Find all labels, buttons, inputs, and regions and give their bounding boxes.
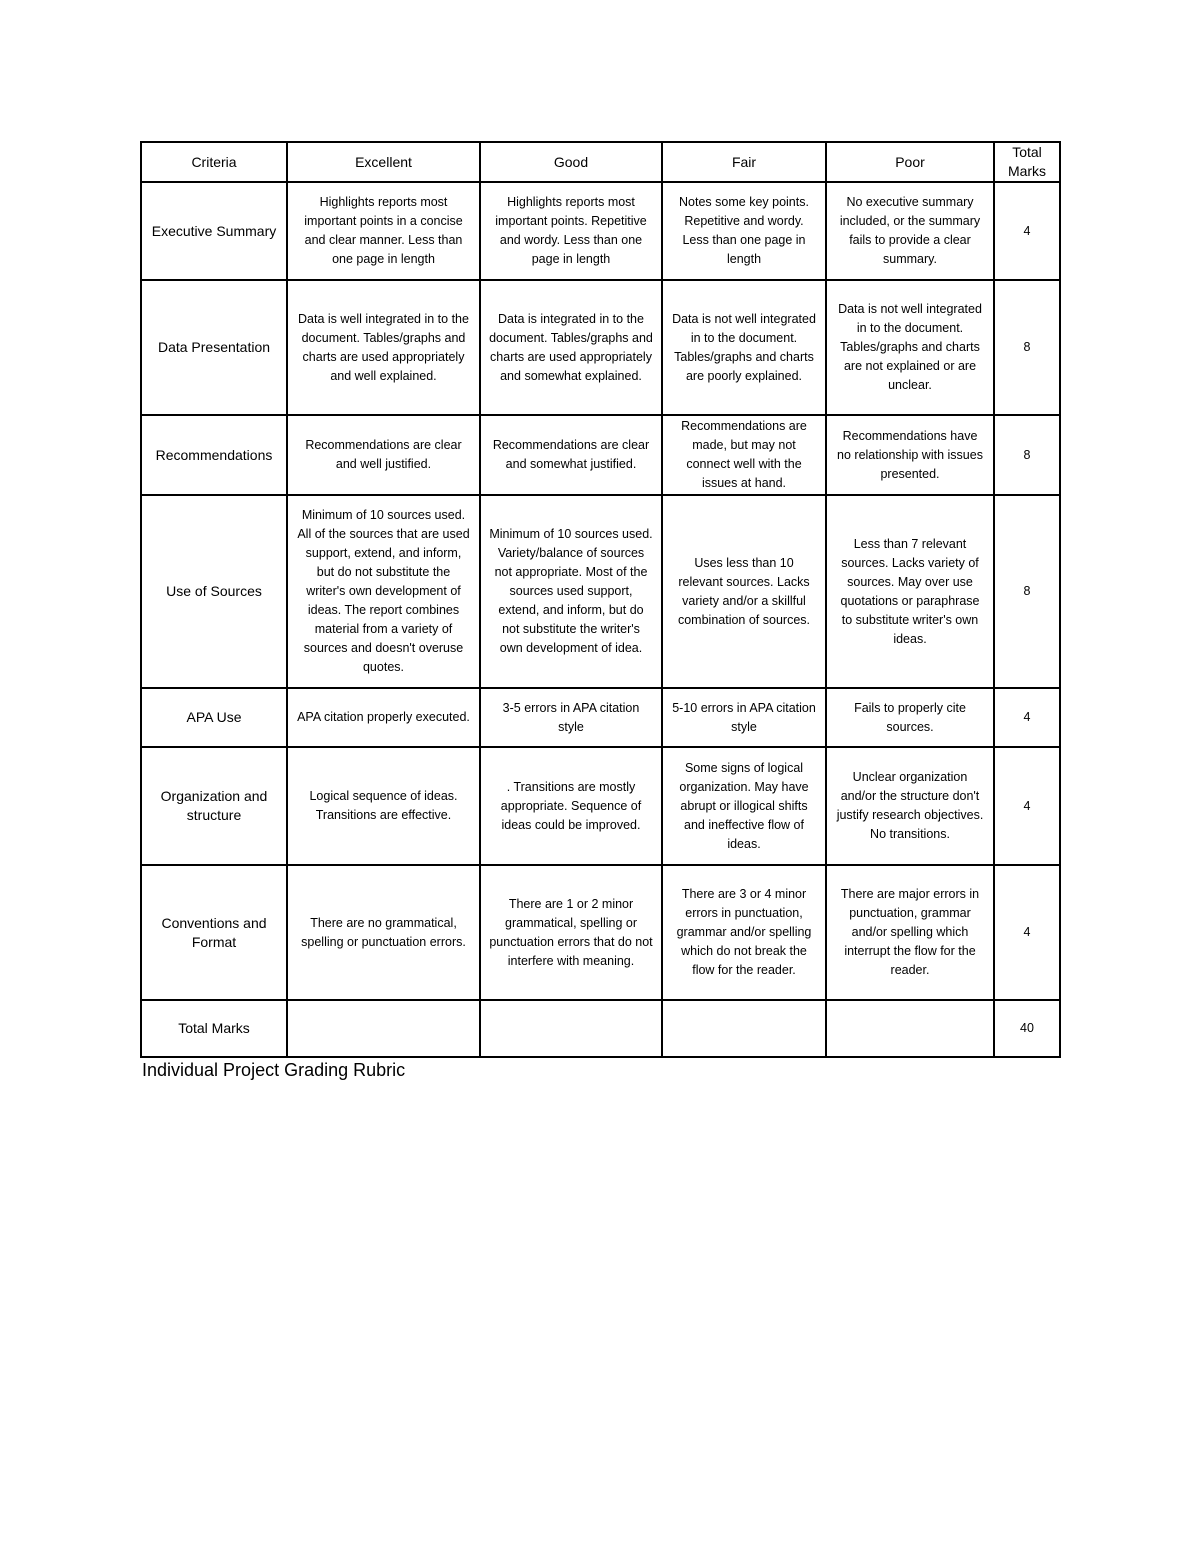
good-cell: Data is integrated in to the document. Tables/graphs and charts are used appropriately and somewhat explained. [480, 280, 662, 415]
good-cell: Minimum of 10 sources used. Variety/balance of sources not appropriate. Most of the sources used support, extend, and inform, but do not substitute the writer's own development of idea. [480, 495, 662, 688]
good-cell: . Transitions are mostly appropriate. Sequence of ideas could be improved. [480, 747, 662, 865]
excellent-cell: Highlights reports most important points in a concise and clear manner. Less than one page in length [287, 182, 480, 280]
criteria-cell: Use of Sources [141, 495, 287, 688]
good-cell [480, 1000, 662, 1057]
table-row [141, 280, 1060, 415]
criteria-cell: APA Use [141, 688, 287, 747]
marks-cell: 8 [994, 495, 1060, 688]
good-cell: Recommendations are clear and somewhat justified. [480, 415, 662, 495]
fair-cell: There are 3 or 4 minor errors in punctuation, grammar and/or spelling which do not break the flow for the reader. [662, 865, 826, 1000]
marks-cell: 4 [994, 688, 1060, 747]
fair-cell: Notes some key points. Repetitive and wordy. Less than one page in length [662, 182, 826, 280]
fair-cell: Data is not well integrated in to the document. Tables/graphs and charts are poorly explained. [662, 280, 826, 415]
criteria-cell: Recommendations [141, 415, 287, 495]
fair-cell: Some signs of logical organization. May have abrupt or illogical shifts and ineffective flow of ideas. [662, 747, 826, 865]
marks-cell: 4 [994, 182, 1060, 280]
fair-cell: 5-10 errors in APA citation style [662, 688, 826, 747]
total-marks-value: 40 [994, 1000, 1060, 1057]
table-row [141, 182, 1060, 280]
criteria-cell: Total Marks [141, 1000, 287, 1057]
header-excellent: Excellent [287, 142, 480, 182]
rubric-table [140, 141, 1061, 1058]
table-row [141, 688, 1060, 747]
excellent-cell: Recommendations are clear and well justified. [287, 415, 480, 495]
table-row [141, 495, 1060, 688]
total-row [141, 1000, 1060, 1057]
header-fair: Fair [662, 142, 826, 182]
marks-cell: 8 [994, 280, 1060, 415]
good-cell: There are 1 or 2 minor grammatical, spelling or punctuation errors that do not interfere with meaning. [480, 865, 662, 1000]
excellent-cell [287, 1000, 480, 1057]
criteria-cell: Executive Summary [141, 182, 287, 280]
poor-cell: Recommendations have no relationship with issues presented. [826, 415, 994, 495]
poor-cell: No executive summary included, or the summary fails to provide a clear summary. [826, 182, 994, 280]
header-poor: Poor [826, 142, 994, 182]
poor-cell [826, 1000, 994, 1057]
table-row [141, 747, 1060, 865]
poor-cell: Fails to properly cite sources. [826, 688, 994, 747]
marks-cell: 4 [994, 865, 1060, 1000]
header-total-marks: Total Marks [994, 142, 1060, 182]
marks-cell: 4 [994, 747, 1060, 865]
table-row [141, 415, 1060, 495]
table-row [141, 865, 1060, 1000]
excellent-cell: There are no grammatical, spelling or punctuation errors. [287, 865, 480, 1000]
criteria-cell: Conventions and Format [141, 865, 287, 1000]
header-row [141, 142, 1060, 182]
criteria-cell: Data Presentation [141, 280, 287, 415]
fair-cell: Uses less than 10 relevant sources. Lacks variety and/or a skillful combination of sources. [662, 495, 826, 688]
poor-cell: There are major errors in punctuation, grammar and/or spelling which interrupt the flow for the reader. [826, 865, 994, 1000]
document-caption: Individual Project Grading Rubric [142, 1060, 406, 1080]
header-good: Good [480, 142, 662, 182]
fair-cell: Recommendations are made, but may not connect well with the issues at hand. [662, 415, 826, 495]
poor-cell: Data is not well integrated in to the document. Tables/graphs and charts are not explained or are unclear. [826, 280, 994, 415]
excellent-cell: Data is well integrated in to the document. Tables/graphs and charts are used appropriately and well explained. [287, 280, 480, 415]
excellent-cell: Logical sequence of ideas. Transitions are effective. [287, 747, 480, 865]
marks-cell: 8 [994, 415, 1060, 495]
excellent-cell: APA citation properly executed. [287, 688, 480, 747]
criteria-cell: Organization and structure [141, 747, 287, 865]
poor-cell: Less than 7 relevant sources. Lacks variety of sources. May over use quotations or paraphrase to substitute writer's own ideas. [826, 495, 994, 688]
header-criteria: Criteria [141, 142, 287, 182]
good-cell: 3-5 errors in APA citation style [480, 688, 662, 747]
fair-cell [662, 1000, 826, 1057]
good-cell: Highlights reports most important points. Repetitive and wordy. Less than one page in length [480, 182, 662, 280]
excellent-cell: Minimum of 10 sources used. All of the sources that are used support, extend, and inform, but do not substitute the writer's own development of ideas. The report combines material from a variety of sources and doesn't overuse quotes. [287, 495, 480, 688]
poor-cell: Unclear organization and/or the structure don't justify research objectives. No transitions. [826, 747, 994, 865]
